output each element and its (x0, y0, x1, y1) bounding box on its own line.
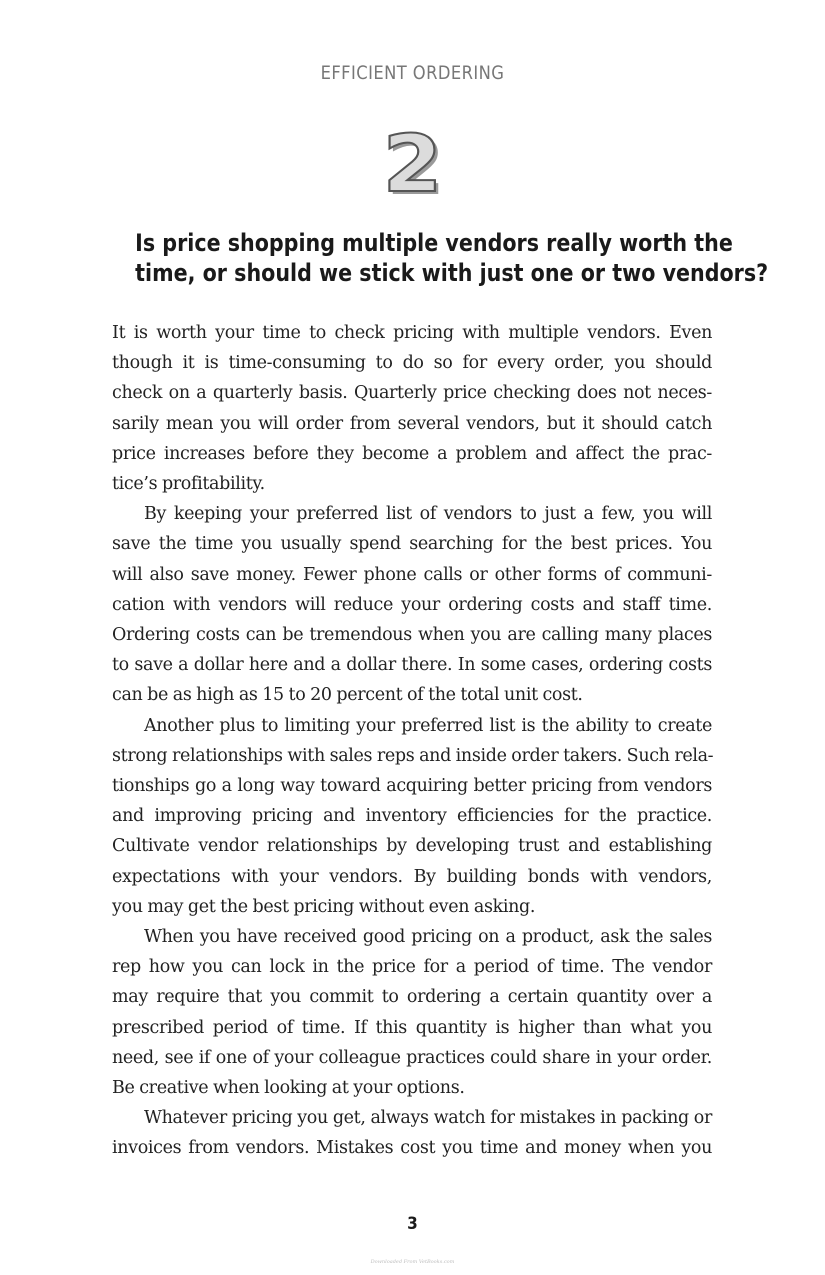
paragraph-4 (112, 922, 712, 1103)
text-line: can be as high as 15 to 20 percent of the total unit cost. (112, 685, 583, 706)
text-line: save the time you usually spend searching for the best prices. You (112, 534, 712, 555)
chapter-number: 2 (382, 120, 443, 210)
text-line: prescribed period of time. If this quantity is higher than what you (112, 1017, 712, 1038)
text-line: strong relationships with sales reps and inside order takers. Such rela- (112, 745, 714, 766)
text-line: It is worth your time to check pricing with multiple vendors. Even (112, 323, 712, 343)
download-watermark: Downloaded From VetBooks.com (370, 1259, 455, 1265)
text-line: price increases before they become a problem and affect the prac- (112, 443, 712, 464)
text-line: Be creative when looking at your options. (112, 1078, 465, 1099)
question-line-1: Is price shopping multiple vendors really worth the (135, 229, 733, 257)
question-heading (135, 228, 769, 288)
text-line: By keeping your preferred list of vendors to just a few, you will (144, 504, 712, 525)
text-line: tice’s profitability. (112, 474, 265, 495)
text-line: When you have received good pricing on a product, ask the sales (144, 927, 712, 948)
text-line: to save a dollar here and a dollar there. In some cases, ordering costs (112, 655, 712, 676)
text-line: may require that you commit to ordering a certain quantity over a (112, 987, 712, 1008)
text-line: and improving pricing and inventory efficiencies for the practice. (112, 806, 712, 827)
text-line: you may get the best pricing without even asking. (112, 896, 536, 917)
page-number: 3 (407, 1214, 418, 1234)
text-line: Ordering costs can be tremendous when you are calling many places (112, 625, 712, 646)
text-line: tionships go a long way toward acquiring better pricing from vendors (112, 776, 712, 797)
question-line-2: time, or should we stick with just one or two vendors? (135, 259, 769, 287)
text-line: cation with vendors will reduce your ordering costs and staff time. (112, 594, 712, 615)
text-line: Whatever pricing you get, always watch for mistakes in packing or (144, 1108, 712, 1129)
text-line: Another plus to limiting your preferred list is the ability to create (144, 715, 712, 736)
paragraph-2 (112, 499, 712, 710)
text-line: need, see if one of your colleague practices could share in your order. (112, 1047, 712, 1068)
text-line: rep how you can lock in the price for a period of time. The vendor (112, 957, 712, 978)
text-line: will also save money. Fewer phone calls or other forms of communi- (112, 564, 712, 585)
text-line: though it is time-consuming to do so for every order, you should (112, 353, 712, 374)
paragraph-1 (112, 318, 712, 499)
paragraph-5 (112, 1103, 712, 1163)
body-text (112, 318, 712, 1164)
text-line: invoices from vendors. Mistakes cost you time and money when you (112, 1138, 712, 1159)
text-line: sarily mean you will order from several vendors, but it should catch (112, 413, 712, 434)
paragraph-3 (112, 711, 712, 922)
text-line: Cultivate vendor relationships by developing trust and establishing (112, 836, 712, 857)
text-line: check on a quarterly basis. Quarterly price checking does not neces- (112, 383, 712, 404)
running-head: EFFICIENT ORDERING (320, 62, 505, 84)
text-line: expectations with your vendors. By building bonds with vendors, (112, 866, 712, 887)
